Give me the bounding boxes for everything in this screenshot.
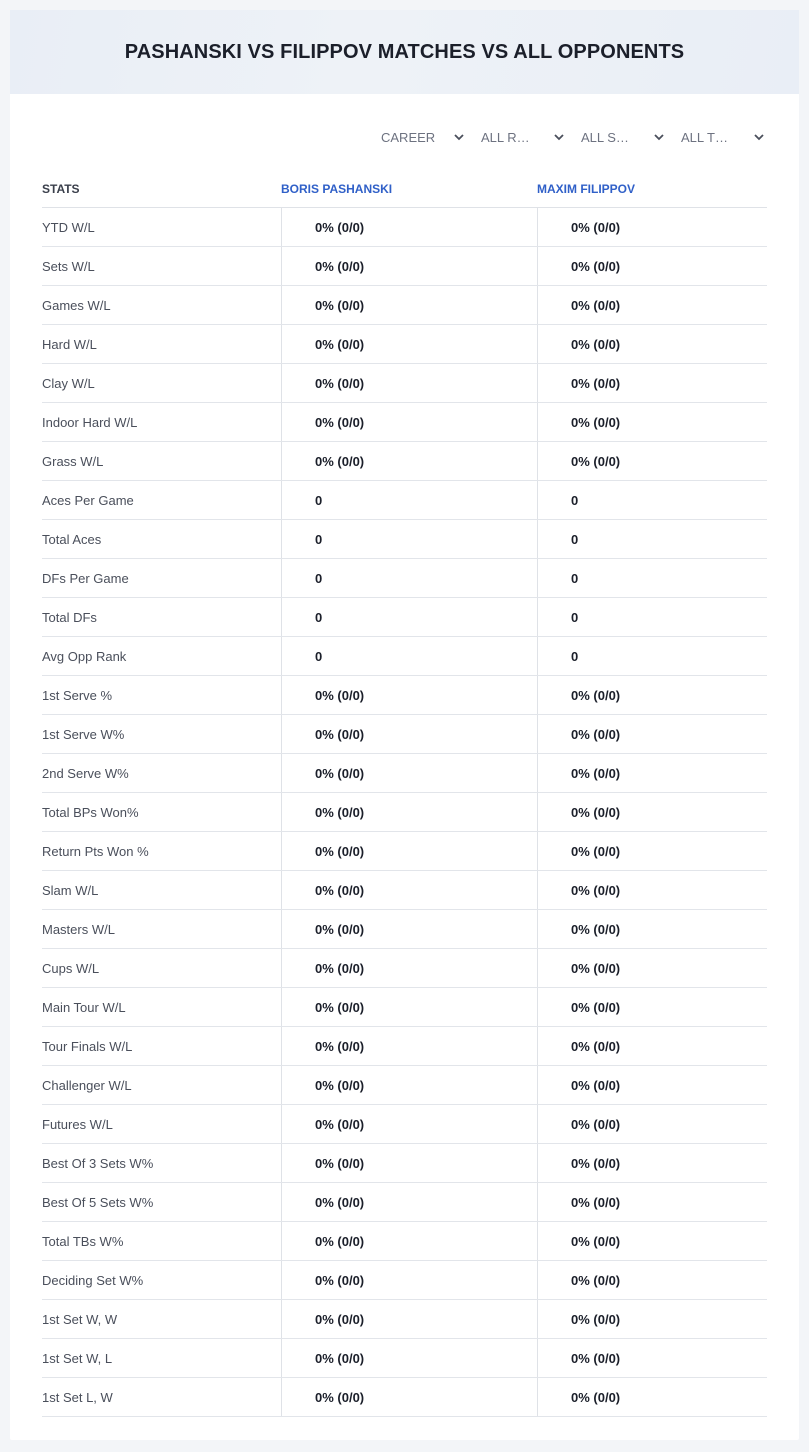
player2-stat-value: 0% (0/0): [537, 1105, 767, 1143]
player1-stat-value: 0% (0/0): [281, 910, 537, 948]
player2-stat-value: 0: [537, 481, 767, 519]
table-row: [42, 442, 767, 481]
stat-label: 1st Set W, W: [42, 1311, 118, 1327]
player1-stat-value: 0% (0/0): [281, 208, 537, 246]
table-row: [42, 247, 767, 286]
filter-label: ALL S…: [581, 129, 629, 145]
filter-label: ALL T…: [681, 129, 728, 145]
chevron-down-icon: [652, 130, 666, 144]
stat-label: Slam W/L: [42, 882, 99, 898]
table-row: [42, 1144, 767, 1183]
player2-stat-value: 0% (0/0): [537, 1027, 767, 1065]
player2-stat-value: 0% (0/0): [537, 754, 767, 792]
stat-label: Total Aces: [42, 531, 102, 547]
player2-stat-value: 0% (0/0): [537, 1261, 767, 1299]
chevron-down-icon: [752, 130, 766, 144]
stats-column-header: STATS: [42, 181, 80, 196]
player2-stat-value: 0% (0/0): [537, 364, 767, 402]
player1-stat-value: 0% (0/0): [281, 286, 537, 324]
table-row: [42, 715, 767, 754]
player2-stat-value: 0% (0/0): [537, 403, 767, 441]
table-row: [42, 1105, 767, 1144]
player2-stat-value: 0% (0/0): [537, 793, 767, 831]
stat-label: Tour Finals W/L: [42, 1038, 133, 1054]
table-row: [42, 520, 767, 559]
player1-stat-value: 0% (0/0): [281, 793, 537, 831]
player1-stat-value: 0% (0/0): [281, 403, 537, 441]
table-header: [42, 170, 767, 208]
filter-tournament-select[interactable]: [666, 127, 766, 147]
player2-stat-value: 0% (0/0): [537, 832, 767, 870]
filter-bar: [366, 127, 766, 147]
table-row: [42, 208, 767, 247]
stat-label: Main Tour W/L: [42, 999, 126, 1015]
player1-stat-value: 0: [281, 598, 537, 636]
stat-label: Hard W/L: [42, 336, 97, 352]
stat-label: 1st Set L, W: [42, 1389, 113, 1405]
stat-label: Best Of 5 Sets W%: [42, 1194, 154, 1210]
player1-stat-value: 0% (0/0): [281, 1066, 537, 1104]
stat-label: Avg Opp Rank: [42, 648, 127, 664]
chevron-down-icon: [452, 130, 466, 144]
player1-stat-value: 0% (0/0): [281, 1105, 537, 1143]
player1-stat-value: 0% (0/0): [281, 442, 537, 480]
player2-stat-value: 0% (0/0): [537, 208, 767, 246]
player1-stat-value: 0% (0/0): [281, 988, 537, 1026]
stat-label: DFs Per Game: [42, 570, 129, 586]
stat-label: Clay W/L: [42, 375, 95, 391]
player1-stat-value: 0% (0/0): [281, 325, 537, 363]
player2-stat-value: 0: [537, 520, 767, 558]
table-row: [42, 988, 767, 1027]
table-row: [42, 364, 767, 403]
table-row: [42, 871, 767, 910]
stat-label: 1st Serve W%: [42, 726, 125, 742]
player1-stat-value: 0% (0/0): [281, 1222, 537, 1260]
table-row: [42, 832, 767, 871]
player2-stat-value: 0% (0/0): [537, 676, 767, 714]
filter-surface-select[interactable]: [566, 127, 666, 147]
player2-stat-value: 0% (0/0): [537, 1144, 767, 1182]
table-row: [42, 793, 767, 832]
stat-label: 1st Set W, L: [42, 1350, 113, 1366]
table-row: [42, 286, 767, 325]
player1-stat-value: 0% (0/0): [281, 247, 537, 285]
player2-link[interactable]: MAXIM FILIPPOV: [537, 181, 636, 196]
player2-stat-value: 0% (0/0): [537, 1339, 767, 1377]
stat-label: Best Of 3 Sets W%: [42, 1155, 154, 1171]
player1-stat-value: 0: [281, 520, 537, 558]
stats-table: [42, 170, 767, 1417]
filter-label: CAREER: [381, 129, 436, 145]
player2-stat-value: 0% (0/0): [537, 1066, 767, 1104]
table-row: [42, 481, 767, 520]
filter-label: ALL R…: [481, 129, 530, 145]
player1-stat-value: 0% (0/0): [281, 1144, 537, 1182]
page-header: [10, 10, 799, 94]
player2-stat-value: 0% (0/0): [537, 1300, 767, 1338]
player1-stat-value: 0% (0/0): [281, 715, 537, 753]
player1-stat-value: 0% (0/0): [281, 949, 537, 987]
player1-stat-value: 0% (0/0): [281, 754, 537, 792]
table-row: [42, 1300, 767, 1339]
table-row: [42, 1027, 767, 1066]
player1-stat-value: 0% (0/0): [281, 1339, 537, 1377]
table-row: [42, 403, 767, 442]
player2-stat-value: 0% (0/0): [537, 247, 767, 285]
player1-stat-value: 0: [281, 637, 537, 675]
filter-period-select[interactable]: [366, 127, 466, 147]
page-title: PASHANSKI VS FILIPPOV MATCHES VS ALL OPPONENTS: [124, 40, 685, 63]
player2-stat-value: 0% (0/0): [537, 1183, 767, 1221]
player1-stat-value: 0% (0/0): [281, 1183, 537, 1221]
stat-label: Futures W/L: [42, 1116, 113, 1132]
player2-stat-value: 0% (0/0): [537, 325, 767, 363]
stat-label: Deciding Set W%: [42, 1272, 144, 1288]
player1-link[interactable]: BORIS PASHANSKI: [281, 181, 393, 196]
player2-stat-value: 0: [537, 559, 767, 597]
table-row: [42, 325, 767, 364]
player1-stat-value: 0% (0/0): [281, 832, 537, 870]
stats-card: [10, 10, 799, 1440]
stat-label: Cups W/L: [42, 960, 100, 976]
stat-label: 1st Serve %: [42, 687, 113, 703]
table-row: [42, 676, 767, 715]
table-row: [42, 559, 767, 598]
player2-stat-value: 0% (0/0): [537, 910, 767, 948]
player2-stat-value: 0% (0/0): [537, 442, 767, 480]
stat-label: 2nd Serve W%: [42, 765, 129, 781]
stat-label: Aces Per Game: [42, 492, 134, 508]
stat-label: Sets W/L: [42, 258, 95, 274]
table-row: [42, 1261, 767, 1300]
stat-label: Total TBs W%: [42, 1233, 124, 1249]
table-row: [42, 910, 767, 949]
player2-stat-value: 0% (0/0): [537, 286, 767, 324]
chevron-down-icon: [552, 130, 566, 144]
player1-stat-value: 0: [281, 481, 537, 519]
filter-round-select[interactable]: [466, 127, 566, 147]
stat-label: Games W/L: [42, 297, 111, 313]
table-row: [42, 949, 767, 988]
stat-label: YTD W/L: [42, 219, 95, 235]
table-row: [42, 1378, 767, 1417]
table-row: [42, 754, 767, 793]
player1-stat-value: 0% (0/0): [281, 871, 537, 909]
player2-stat-value: 0% (0/0): [537, 715, 767, 753]
stat-label: Masters W/L: [42, 921, 115, 937]
table-row: [42, 1066, 767, 1105]
player1-stat-value: 0% (0/0): [281, 676, 537, 714]
stat-label: Total BPs Won%: [42, 804, 139, 820]
stat-label: Return Pts Won %: [42, 843, 149, 859]
stat-label: Total DFs: [42, 609, 97, 625]
table-row: [42, 637, 767, 676]
table-row: [42, 598, 767, 637]
player1-stat-value: 0: [281, 559, 537, 597]
player2-stat-value: 0% (0/0): [537, 1222, 767, 1260]
player1-stat-value: 0% (0/0): [281, 1027, 537, 1065]
table-body: [42, 208, 767, 1417]
player2-stat-value: 0: [537, 637, 767, 675]
player2-stat-value: 0: [537, 598, 767, 636]
stat-label: Indoor Hard W/L: [42, 414, 138, 430]
player1-stat-value: 0% (0/0): [281, 1300, 537, 1338]
player1-stat-value: 0% (0/0): [281, 1378, 537, 1416]
player2-stat-value: 0% (0/0): [537, 949, 767, 987]
player2-stat-value: 0% (0/0): [537, 1378, 767, 1416]
table-row: [42, 1183, 767, 1222]
stat-label: Grass W/L: [42, 453, 104, 469]
player1-stat-value: 0% (0/0): [281, 364, 537, 402]
player1-stat-value: 0% (0/0): [281, 1261, 537, 1299]
player2-stat-value: 0% (0/0): [537, 871, 767, 909]
stat-label: Challenger W/L: [42, 1077, 132, 1093]
player2-stat-value: 0% (0/0): [537, 988, 767, 1026]
table-row: [42, 1222, 767, 1261]
table-row: [42, 1339, 767, 1378]
